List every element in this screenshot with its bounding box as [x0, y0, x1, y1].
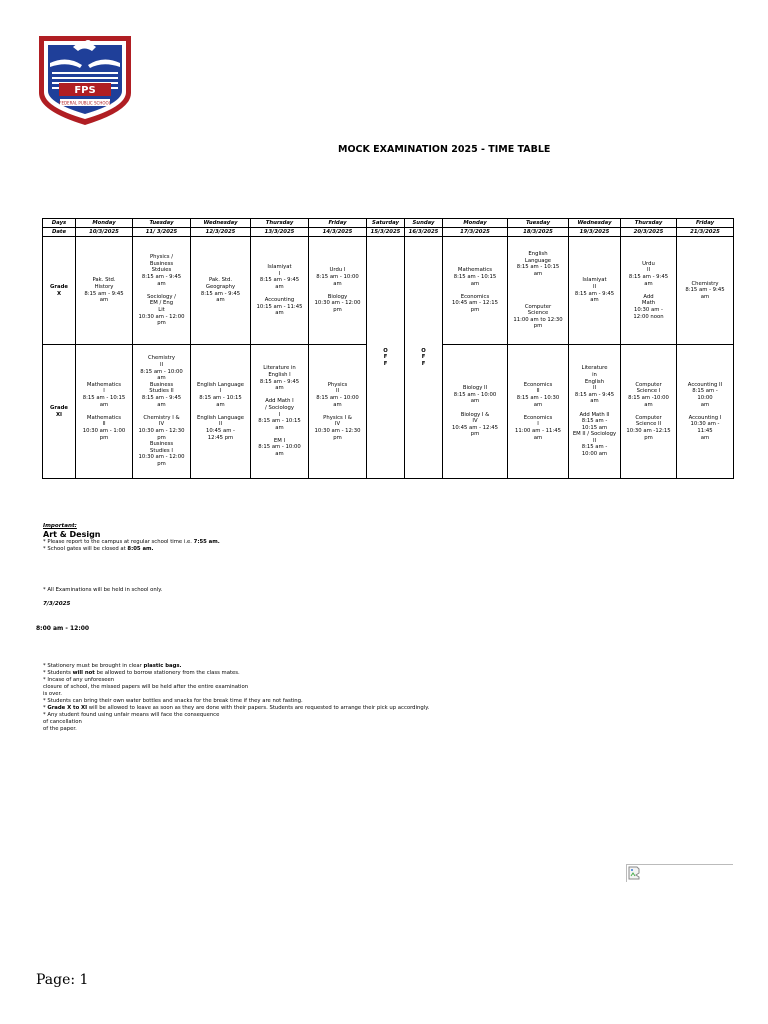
exam-cell: Biology II 8:15 am - 10:00 am Biology I & IV 10:45 am - 12:45 pm [443, 345, 508, 479]
note-closure-line-2: closure of school, the missed papers will be held after the entire examination [43, 684, 249, 690]
date-cell: 16/3/2025 [405, 228, 443, 237]
note-unfair-line-3: of the paper. [43, 726, 77, 732]
day-cell: Wednesday [569, 219, 621, 228]
day-cell: Thursday [621, 219, 677, 228]
note-water-snacks: * Students can bring their own water bottles and snacks for the break time if they are not fasting. [43, 698, 303, 704]
day-cell: Tuesday [133, 219, 191, 228]
day-cell: Monday [443, 219, 508, 228]
timetable [42, 218, 734, 479]
school-logo [36, 33, 134, 127]
note-stationery: * Stationery must be brought in clear plastic bags. [43, 663, 182, 669]
note-unfair-line-2: of cancellation [43, 719, 82, 725]
page-number: Page: 1 [36, 972, 89, 988]
grade-x-row [43, 237, 734, 345]
exam-cell: Mathematics 8:15 am - 10:15 am Economics 10:45 am - 12:15 pm [443, 237, 508, 345]
day-cell: Sunday [405, 219, 443, 228]
exam-cell: Pak. Std. Geography 8:15 am - 9:45 am [191, 237, 251, 345]
exam-cell: Physics II 8:15 am - 10:00 am Physics I & IV 10:30 am - 12:30 pm [309, 345, 367, 479]
date-cell: 18/3/2025 [508, 228, 569, 237]
note-leave-early: * Grade X to XI will be allowed to leave as soon as they are done with their papers. Students are requested to arrange their pick up accordingly. [43, 705, 430, 711]
sunday-off-cell: O F F [405, 237, 443, 479]
date-cell: 12/3/2025 [191, 228, 251, 237]
date-cell: 19/3/2025 [569, 228, 621, 237]
grade-label: Grade XI [43, 345, 76, 479]
exam-cell: Islamiyat I 8:15 am - 9:45 am Accounting 10:15 am - 11:45 am [251, 237, 309, 345]
date-cell: 10/3/2025 [76, 228, 133, 237]
day-cell: Tuesday [508, 219, 569, 228]
broken-image-icon [628, 866, 642, 880]
important-heading: Important: [43, 523, 77, 529]
svg-text:FEDERAL PUBLIC SCHOOL: FEDERAL PUBLIC SCHOOL [59, 100, 111, 106]
day-cell: Thursday [251, 219, 309, 228]
day-cell: Monday [76, 219, 133, 228]
day-cell: Saturday [367, 219, 405, 228]
notice-date: 7/3/2025 [43, 601, 71, 607]
days-row [43, 219, 734, 228]
exam-cell: Islamiyat II 8:15 am - 9:45 am [569, 237, 621, 345]
note-gates-closed: * School gates will be closed at 8:05 am. [43, 546, 154, 552]
days-label: Days [43, 219, 76, 228]
day-cell: Friday [309, 219, 367, 228]
date-cell: 14/3/2025 [309, 228, 367, 237]
exam-cell: Economics II 8:15 am - 10:30 am Economics I 11:00 am - 11:45 am [508, 345, 569, 479]
day-cell: Friday [677, 219, 734, 228]
exam-cell: Urdu II 8:15 am - 9:45 am Add Math 10:30 am - 12:00 noon [621, 237, 677, 345]
note-closure-line-1: * Incase of any unforeseen [43, 677, 115, 683]
broken-image-placeholder [626, 864, 733, 882]
exam-cell: Pak. Std. History 8:15 am - 9:45 am [76, 237, 133, 345]
date-cell: 17/3/2025 [443, 228, 508, 237]
exam-cell: Computer Science I 8:15 am -10:00 am Computer Science II 10:30 am -12:15 pm [621, 345, 677, 479]
svg-text:FPS: FPS [74, 85, 96, 96]
art-design-heading: Art & Design [43, 530, 101, 539]
date-cell: 13/3/2025 [251, 228, 309, 237]
exam-cell: Chemistry 8:15 am - 9:45 am [677, 237, 734, 345]
exam-cell: Chemistry II 8:15 am - 10:00 am Business Studies II 8:15 am - 9:45 am Chemistry I & IV 10:30 am - 12:30 pm Business Studies I 10:30 am - 12:00 pm [133, 345, 191, 479]
date-cell: 21/3/2025 [677, 228, 734, 237]
exam-cell: English Language 8:15 am - 10:15 am Computer Science 11:00 am to 12:30 pm [508, 237, 569, 345]
note-report-time: * Please report to the campus at regular school time i.e. 7:55 am. [43, 539, 220, 545]
note-borrow: * Students will not be allowed to borrow stationery from the class mates. [43, 670, 240, 676]
page-title: MOCK EXAMINATION 2025 - TIME TABLE [338, 144, 551, 155]
dates-row [43, 228, 734, 237]
exam-cell: Urdu I 8:15 am - 10:00 am Biology 10:30 am - 12:00 pm [309, 237, 367, 345]
exam-cell: Literature in English I 8:15 am - 9:45 am Add Math I / Sociology I 8:15 am - 10:15 am EM I 8:15 am - 10:00 am [251, 345, 309, 479]
grade-label: Grade X [43, 237, 76, 345]
saturday-off-cell: O F F [367, 237, 405, 479]
exam-cell: Accounting II 8:15 am - 10:00 am Accounting I 10:30 am - 11:45 am [677, 345, 734, 479]
exam-cell: Literature in English II 8:15 am - 9:45 am Add Math II 8:15 am - 10:15 am EM II / Sociology II 8:15 am - 10:00 am [569, 345, 621, 479]
note-in-school: * All Examinations will be held in school only. [43, 587, 163, 593]
date-cell: 11/ 3/2025 [133, 228, 191, 237]
note-closure-line-3: is over. [43, 691, 62, 697]
exam-cell: English Language I 8:15 am - 10:15 am English Language II 10:45 am - 12:45 pm [191, 345, 251, 479]
day-cell: Wednesday [191, 219, 251, 228]
note-unfair-line-1: * Any student found using unfair means will face the consequence [43, 712, 220, 718]
date-label: Date [43, 228, 76, 237]
date-cell: 15/3/2025 [367, 228, 405, 237]
exam-timing: 8:00 am - 12:00 [36, 625, 90, 632]
date-cell: 20/3/2025 [621, 228, 677, 237]
exam-cell: Physics / Business Stduies 8:15 am - 9:45 am Sociology / EM / Eng Lit 10:30 am - 12:00 pm [133, 237, 191, 345]
exam-cell: Mathematics I 8:15 am - 10:15 am Mathematics II 10:30 am - 1:00 pm [76, 345, 133, 479]
